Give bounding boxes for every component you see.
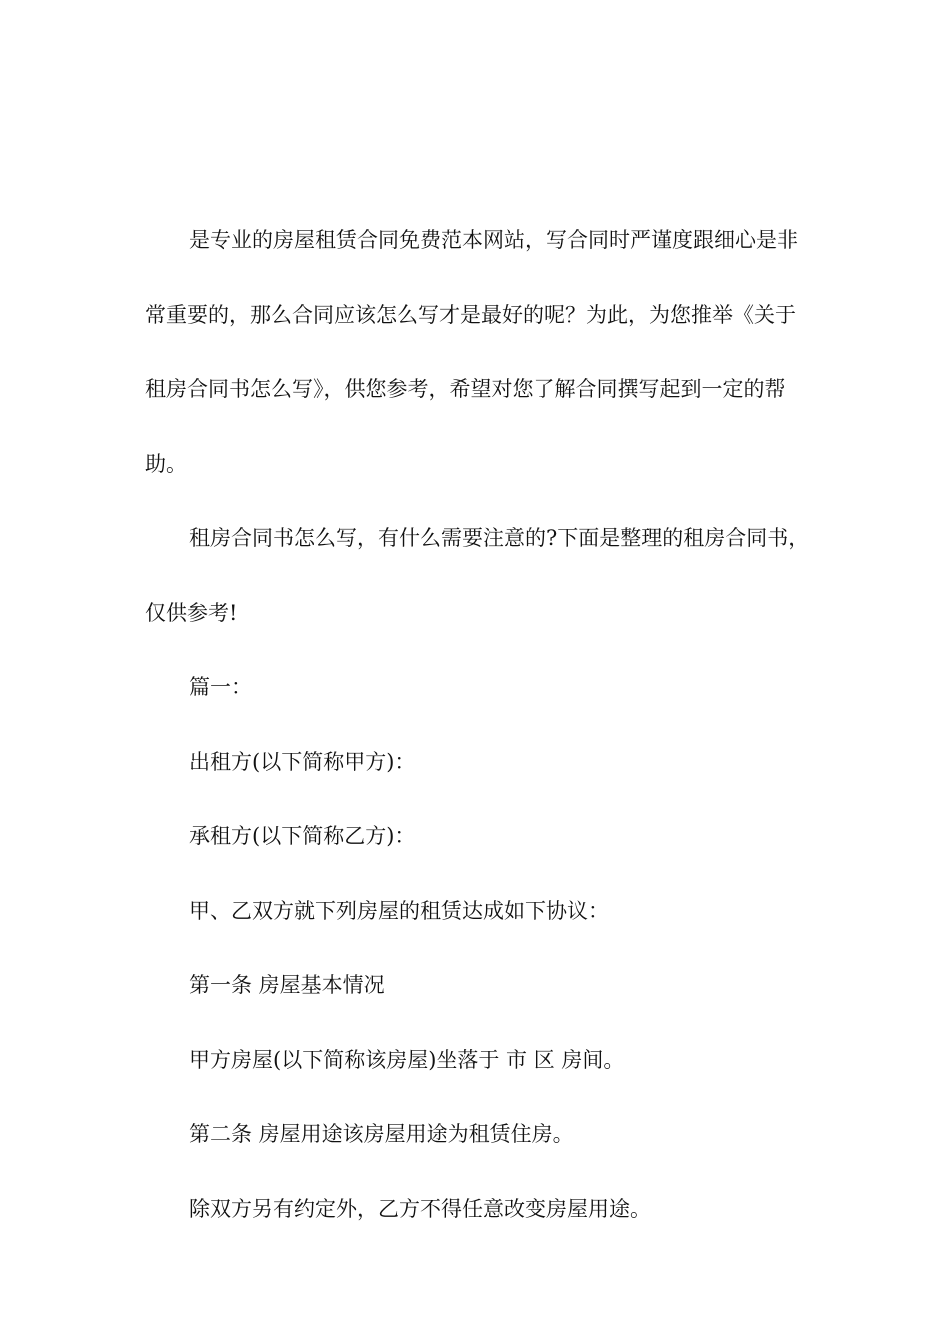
agreement-line: 甲、乙双方就下列房屋的租赁达成如下协议： — [189, 898, 609, 923]
lessee-line: 承租方(以下简称乙方)： — [189, 824, 416, 848]
guide-paragraph: 租房合同书怎么写，有什么需要注意的?下面是整理的租房合同书，仅供参考! — [145, 526, 810, 625]
document-body — [145, 203, 810, 1246]
lessor-line: 出租方(以下简称甲方)： — [189, 749, 416, 774]
section-heading: 篇一： — [189, 675, 252, 699]
intro-paragraph: 是专业的房屋租赁合同免费范本网站，写合同时严谨度跟细心是非常重要的，那么合同应该怎么写才是最好的呢？为此，为您推举《关于租房合同书怎么写》，供您参考，希望对您了解合同撰写起到一定的帮助。 — [145, 228, 798, 476]
usage-restriction-line: 除双方另有约定外，乙方不得任意改变房屋用途。 — [189, 1196, 651, 1221]
property-location-line: 甲方房屋(以下简称该房屋)坐落于 市 区 房间。 — [189, 1047, 625, 1072]
article-one-title: 第一条 房屋基本情况 — [189, 973, 385, 997]
article-two-title: 第二条 房屋用途该房屋用途为租赁住房。 — [189, 1122, 574, 1146]
